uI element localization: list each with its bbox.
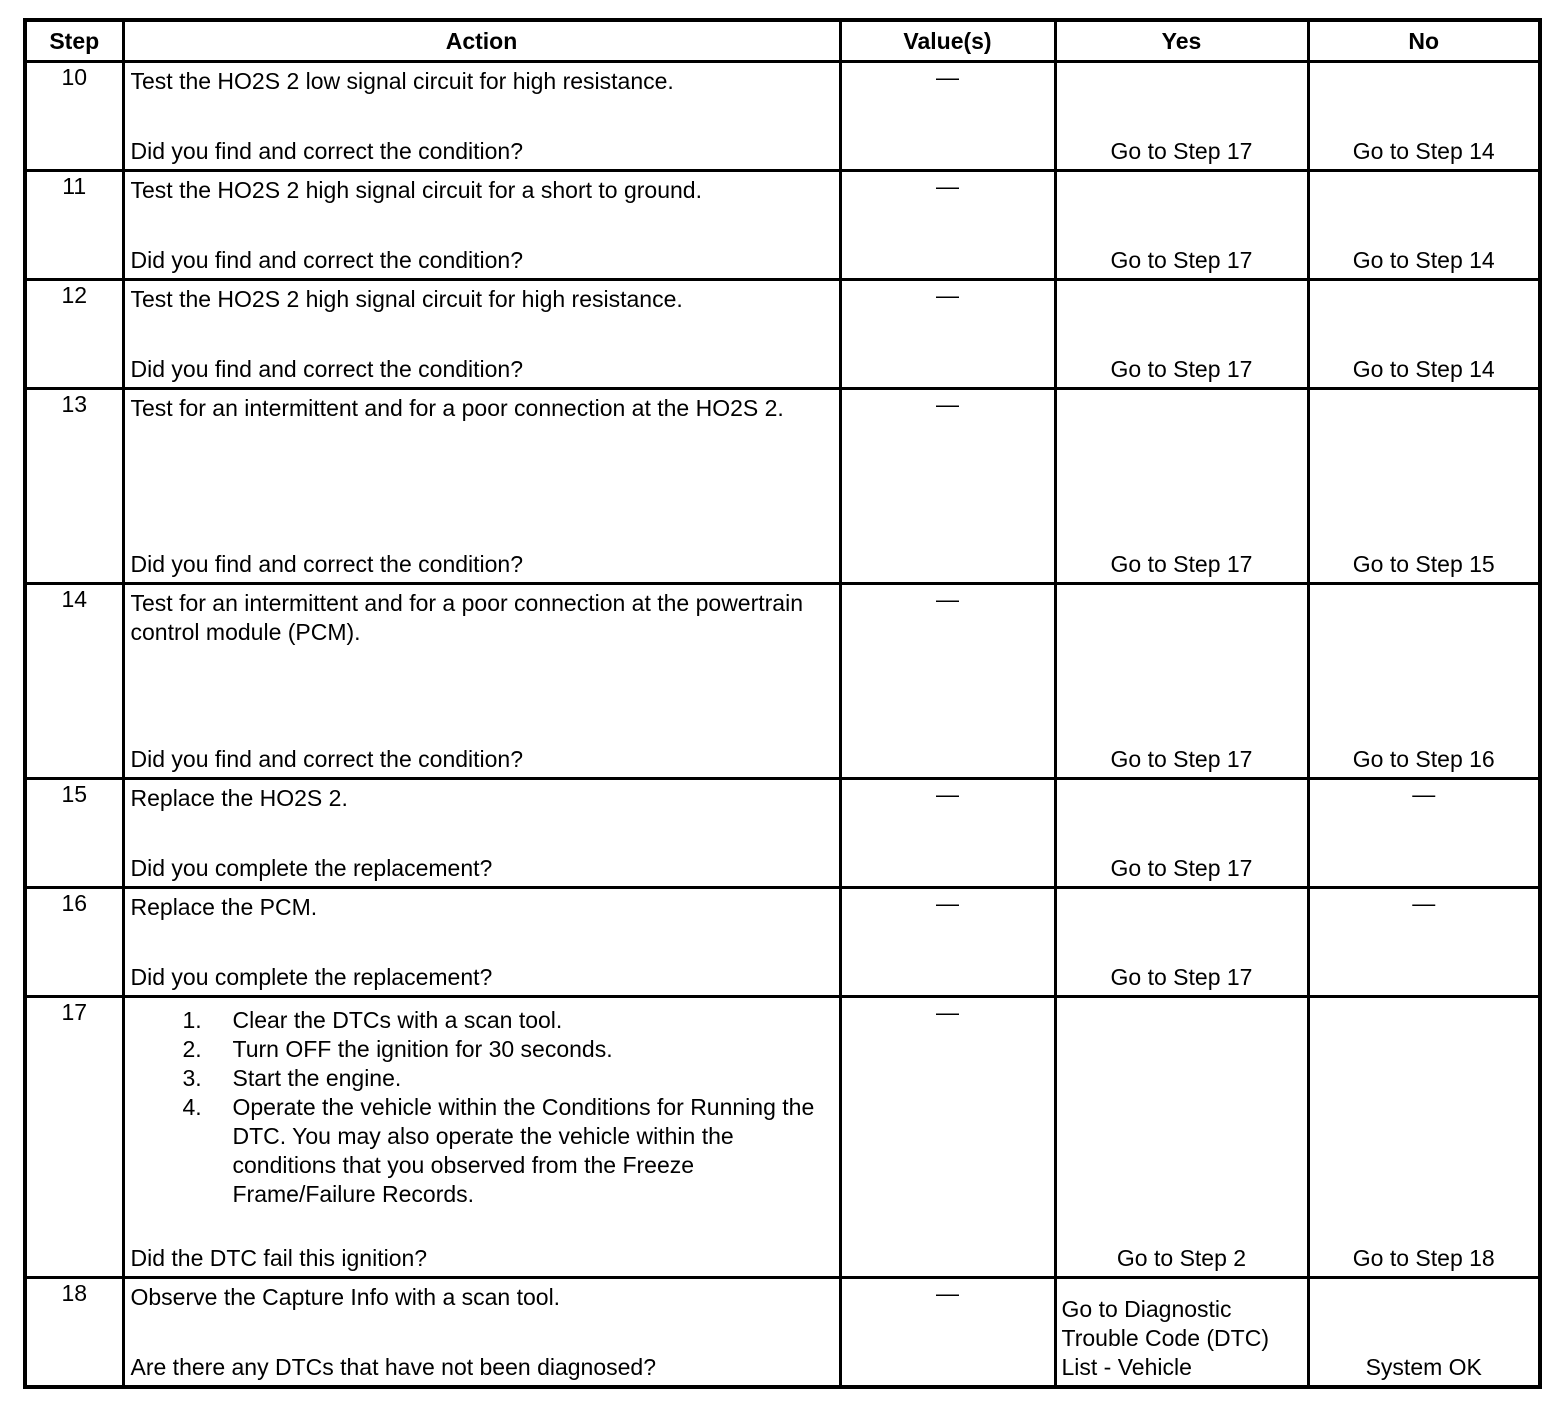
- yes-cell: [1055, 584, 1308, 779]
- value-cell: —: [840, 888, 1055, 997]
- yes-link[interactable]: Go to Diagnostic Trouble Code (DTC) List - Vehicle: [1061, 1295, 1269, 1380]
- list-item: [182, 1064, 835, 1093]
- no-link[interactable]: Go to Step 14: [1352, 356, 1495, 382]
- header-step: Step: [25, 20, 123, 62]
- list-item: [182, 1006, 835, 1035]
- table-row: [25, 389, 1540, 584]
- action-question: Did you find and correct the condition?: [130, 138, 524, 164]
- yes-cell: [1055, 389, 1308, 584]
- no-link[interactable]: Go to Step 16: [1352, 746, 1495, 772]
- action-text: Test the HO2S 2 high signal circuit for high resistance.: [130, 286, 683, 312]
- action-cell: [123, 389, 840, 584]
- no-cell: —: [1308, 779, 1540, 888]
- no-link[interactable]: Go to Step 18: [1352, 1245, 1495, 1271]
- action-cell: [123, 171, 840, 280]
- yes-cell: [1055, 1278, 1308, 1387]
- step-number: 18: [25, 1278, 123, 1387]
- action-text: Observe the Capture Info with a scan tool.: [130, 1284, 561, 1310]
- action-question: Did you find and correct the condition?: [130, 247, 524, 273]
- action-cell: [123, 888, 840, 997]
- action-text: Test for an intermittent and for a poor connection at the HO2S 2.: [130, 395, 784, 421]
- yes-cell: [1055, 997, 1308, 1278]
- yes-link[interactable]: Go to Step 17: [1110, 855, 1253, 881]
- action-text: Test for an intermittent and for a poor connection at the powertrain control module (PCM).: [130, 590, 803, 645]
- action-text: Replace the PCM.: [130, 894, 318, 920]
- step-number: 14: [25, 584, 123, 779]
- yes-cell: [1055, 62, 1308, 171]
- action-question: Did the DTC fail this ignition?: [130, 1245, 428, 1271]
- value-cell: —: [840, 171, 1055, 280]
- list-text: Start the engine.: [232, 1065, 402, 1091]
- yes-cell: [1055, 171, 1308, 280]
- yes-link[interactable]: Go to Step 17: [1110, 356, 1253, 382]
- value-cell: —: [840, 584, 1055, 779]
- table-row: [25, 584, 1540, 779]
- no-cell: [1308, 280, 1540, 389]
- yes-link[interactable]: Go to Step 2: [1116, 1245, 1247, 1271]
- list-item: [182, 1093, 835, 1209]
- value-cell: —: [840, 997, 1055, 1278]
- action-question: Did you find and correct the condition?: [130, 746, 524, 772]
- list-number: 2.: [182, 1036, 202, 1062]
- list-text: Turn OFF the ignition for 30 seconds.: [232, 1036, 613, 1062]
- header-values: Value(s): [840, 20, 1055, 62]
- procedure-list: [131, 1006, 835, 1209]
- no-cell: [1308, 171, 1540, 280]
- no-cell: —: [1308, 888, 1540, 997]
- no-cell: [1308, 389, 1540, 584]
- action-cell: [123, 62, 840, 171]
- no-cell: [1308, 1278, 1540, 1387]
- header-yes: Yes: [1055, 20, 1308, 62]
- table-row: [25, 171, 1540, 280]
- yes-link[interactable]: Go to Step 17: [1110, 551, 1253, 577]
- header-row: [25, 20, 1540, 62]
- action-question: Did you find and correct the condition?: [130, 551, 524, 577]
- no-link[interactable]: Go to Step 14: [1352, 138, 1495, 164]
- no-cell: [1308, 584, 1540, 779]
- diagnostic-table: [23, 18, 1542, 1389]
- no-link[interactable]: Go to Step 15: [1352, 551, 1495, 577]
- yes-link[interactable]: Go to Step 17: [1110, 247, 1253, 273]
- action-cell: [123, 779, 840, 888]
- list-item: [182, 1035, 835, 1064]
- action-text: Test the HO2S 2 high signal circuit for a short to ground.: [130, 177, 702, 203]
- action-cell: [123, 997, 840, 1278]
- action-text: Replace the HO2S 2.: [130, 785, 348, 811]
- action-question: Did you complete the replacement?: [130, 855, 493, 881]
- table-row: [25, 280, 1540, 389]
- action-question: Are there any DTCs that have not been diagnosed?: [130, 1353, 657, 1380]
- action-cell: [123, 280, 840, 389]
- step-number: 15: [25, 779, 123, 888]
- action-question: Did you complete the replacement?: [130, 964, 493, 990]
- value-cell: —: [840, 389, 1055, 584]
- value-cell: —: [840, 280, 1055, 389]
- value-cell: —: [840, 62, 1055, 171]
- action-text: Test the HO2S 2 low signal circuit for high resistance.: [130, 68, 674, 94]
- no-result: System OK: [1365, 1353, 1482, 1380]
- value-cell: —: [840, 779, 1055, 888]
- step-number: 11: [25, 171, 123, 280]
- step-number: 12: [25, 280, 123, 389]
- header-action: Action: [123, 20, 840, 62]
- no-link[interactable]: Go to Step 14: [1352, 247, 1495, 273]
- yes-cell: [1055, 779, 1308, 888]
- yes-link[interactable]: Go to Step 17: [1110, 746, 1253, 772]
- step-number: 17: [25, 997, 123, 1278]
- yes-link[interactable]: Go to Step 17: [1110, 138, 1253, 164]
- no-cell: [1308, 997, 1540, 1278]
- table-row: [25, 997, 1540, 1278]
- yes-link[interactable]: Go to Step 17: [1110, 964, 1253, 990]
- no-cell: [1308, 62, 1540, 171]
- table-row: [25, 779, 1540, 888]
- action-cell: [123, 1278, 840, 1387]
- yes-cell: [1055, 280, 1308, 389]
- action-cell: [123, 584, 840, 779]
- value-cell: —: [840, 1278, 1055, 1387]
- header-no: No: [1308, 20, 1540, 62]
- step-number: 10: [25, 62, 123, 171]
- list-number: 1.: [182, 1007, 202, 1033]
- list-number: 4.: [182, 1094, 202, 1120]
- table-row: [25, 888, 1540, 997]
- table-row: [25, 1278, 1540, 1387]
- step-number: 16: [25, 888, 123, 997]
- list-text: Clear the DTCs with a scan tool.: [232, 1007, 563, 1033]
- step-number: 13: [25, 389, 123, 584]
- list-text: Operate the vehicle within the Conditions for Running the DTC. You may also operate the vehicle within the conditions that you observed from the Freeze Frame/Failure Records.: [232, 1094, 815, 1207]
- yes-cell: [1055, 888, 1308, 997]
- table-row: [25, 62, 1540, 171]
- action-question: Did you find and correct the condition?: [130, 356, 524, 382]
- list-number: 3.: [182, 1065, 202, 1091]
